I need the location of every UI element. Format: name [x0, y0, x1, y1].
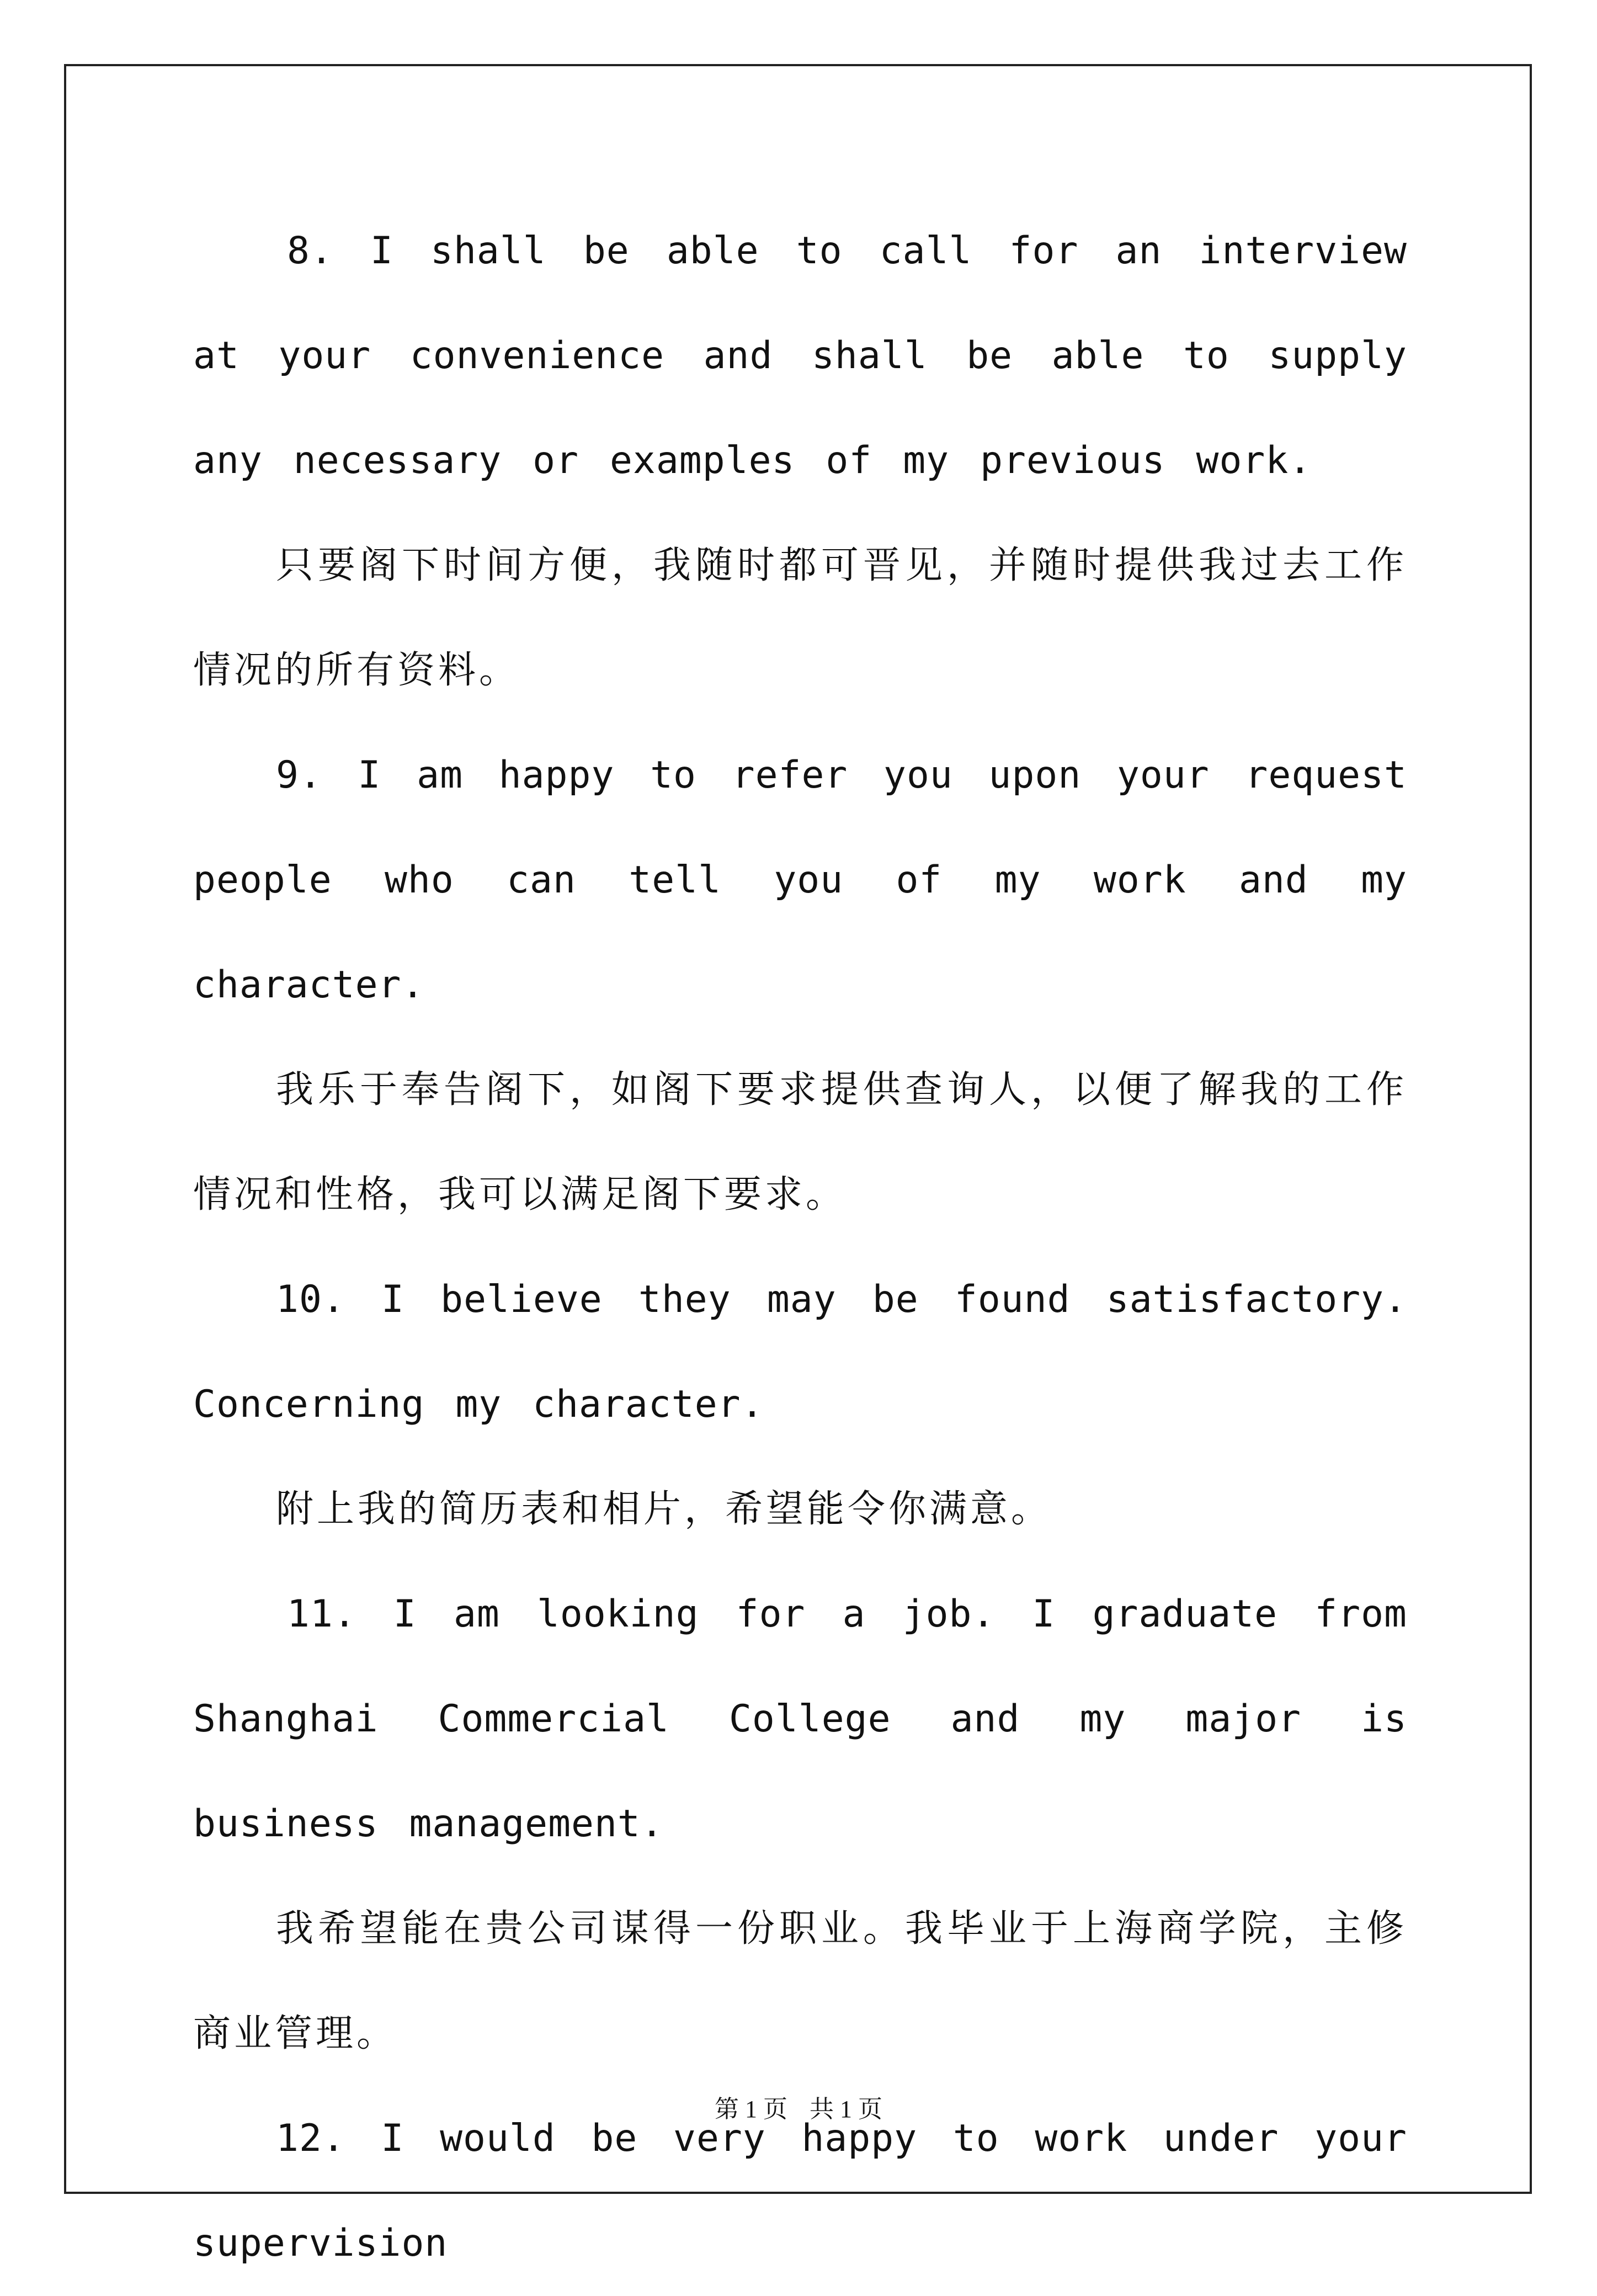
- page-total: 共 1 页: [810, 2096, 882, 2123]
- paragraph-11-english: 11. I am looking for a job. I graduate from Shanghai Commercial College and my major is business management.: [193, 1592, 1407, 1846]
- paragraph-9-english: 9. I am happy to refer you upon your request people who can tell you of my work and my character.: [193, 753, 1407, 1007]
- paragraph-10-chinese: 附上我的简历表和相片，希望能令你满意。: [276, 1487, 1052, 1531]
- paragraph-8-chinese: 只要阁下时间方便，我随时都可晋见，并随时提供我过去工作情况的所有资料。: [193, 544, 1407, 692]
- paragraph-10-english: 10. I believe they may be found satisfactory. Concerning my character.: [193, 1278, 1407, 1426]
- paragraph-8-english: 8. I shall be able to call for an interview at your convenience and shall be able to supply any necessary or examples of my previous work.: [193, 229, 1407, 482]
- document-body: [193, 199, 1407, 2296]
- page-footer: [0, 2089, 1597, 2124]
- paragraph-11-chinese: 我希望能在贵公司谋得一份职业。我毕业于上海商学院，主修商业管理。: [193, 1907, 1407, 2055]
- paragraph-12-english: 12. I would be very happy to work under your supervision: [193, 2117, 1407, 2265]
- page-number: 第 1 页: [715, 2096, 787, 2123]
- paragraph-9-chinese: 我乐于奉告阁下，如阁下要求提供查询人，以便了解我的工作情况和性格，我可以满足阁下要求。: [193, 1068, 1407, 1216]
